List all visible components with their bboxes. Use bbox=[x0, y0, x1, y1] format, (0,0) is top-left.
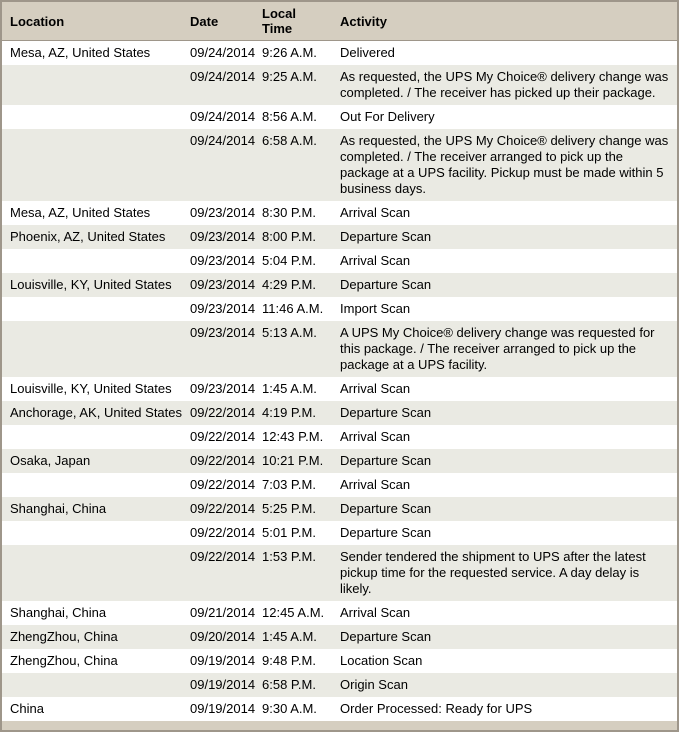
cell-location bbox=[2, 521, 190, 529]
table-row bbox=[2, 297, 677, 321]
cell-date: 09/23/2014 bbox=[190, 325, 256, 340]
table-row bbox=[2, 473, 677, 497]
cell-date: 09/22/2014 bbox=[190, 477, 256, 492]
cell-location bbox=[2, 249, 190, 257]
table-row bbox=[2, 201, 677, 225]
cell-date: 09/19/2014 bbox=[190, 677, 256, 692]
cell-location: Mesa, AZ, United States bbox=[10, 205, 151, 220]
cell-activity: Departure Scan bbox=[340, 405, 432, 420]
cell-location bbox=[2, 65, 190, 73]
cell-location bbox=[2, 545, 190, 553]
table-row bbox=[2, 401, 677, 425]
table-row bbox=[2, 41, 677, 65]
cell-location: China bbox=[10, 701, 44, 716]
cell-time: 8:56 A.M. bbox=[262, 109, 317, 124]
cell-activity: Departure Scan bbox=[340, 453, 432, 468]
cell-location: Mesa, AZ, United States bbox=[10, 45, 151, 60]
table-row bbox=[2, 625, 677, 649]
cell-time: 9:26 A.M. bbox=[262, 45, 317, 60]
cell-date: 09/19/2014 bbox=[190, 653, 256, 668]
cell-activity: As requested, the UPS My Choice® delivery change was completed. / The receiver arranged to pick up the package at a UPS facility. Pickup must be made within 5 business days. bbox=[340, 133, 669, 196]
table-row bbox=[2, 129, 677, 201]
cell-activity: Departure Scan bbox=[340, 629, 432, 644]
cell-activity: Departure Scan bbox=[340, 277, 432, 292]
cell-activity: Arrival Scan bbox=[340, 253, 411, 268]
cell-time: 12:45 A.M. bbox=[262, 605, 325, 620]
cell-date: 09/22/2014 bbox=[190, 501, 256, 516]
table-row bbox=[2, 649, 677, 673]
table-row bbox=[2, 425, 677, 449]
cell-date: 09/24/2014 bbox=[190, 109, 256, 124]
cell-time: 11:46 A.M. bbox=[262, 301, 324, 316]
cell-location: Phoenix, AZ, United States bbox=[10, 229, 166, 244]
cell-time: 8:30 P.M. bbox=[262, 205, 316, 220]
cell-location: Louisville, KY, United States bbox=[10, 277, 172, 292]
cell-time: 5:25 P.M. bbox=[262, 501, 316, 516]
column-header-date: Date bbox=[190, 13, 219, 29]
table-row bbox=[2, 449, 677, 473]
table-row bbox=[2, 697, 677, 721]
table-row bbox=[2, 249, 677, 273]
table-header-row bbox=[2, 2, 677, 41]
cell-activity: Location Scan bbox=[340, 653, 423, 668]
column-header-local-time: Local Time bbox=[262, 6, 296, 36]
cell-location: ZhengZhou, China bbox=[10, 653, 118, 668]
cell-time: 12:43 P.M. bbox=[262, 429, 324, 444]
cell-time: 8:00 P.M. bbox=[262, 229, 316, 244]
table-row bbox=[2, 601, 677, 625]
cell-date: 09/23/2014 bbox=[190, 381, 256, 396]
cell-date: 09/24/2014 bbox=[190, 69, 256, 84]
cell-date: 09/23/2014 bbox=[190, 301, 256, 316]
table-row bbox=[2, 545, 677, 601]
cell-location: Shanghai, China bbox=[10, 605, 107, 620]
cell-time: 9:25 A.M. bbox=[262, 69, 317, 84]
cell-date: 09/22/2014 bbox=[190, 549, 256, 564]
cell-time: 9:30 A.M. bbox=[262, 701, 317, 716]
cell-activity: Arrival Scan bbox=[340, 205, 411, 220]
cell-date: 09/23/2014 bbox=[190, 229, 256, 244]
table-row bbox=[2, 105, 677, 129]
table-row bbox=[2, 497, 677, 521]
cell-activity: Departure Scan bbox=[340, 525, 432, 540]
cell-date: 09/23/2014 bbox=[190, 205, 256, 220]
cell-location bbox=[2, 473, 190, 481]
cell-time: 5:13 A.M. bbox=[262, 325, 317, 340]
cell-time: 9:48 P.M. bbox=[262, 653, 316, 668]
cell-date: 09/22/2014 bbox=[190, 525, 256, 540]
cell-location bbox=[2, 321, 190, 329]
cell-activity: Departure Scan bbox=[340, 229, 432, 244]
column-header-activity: Activity bbox=[340, 13, 387, 29]
table-row bbox=[2, 521, 677, 545]
table-row bbox=[2, 377, 677, 401]
cell-time: 1:45 A.M. bbox=[262, 629, 317, 644]
cell-activity: Origin Scan bbox=[340, 677, 408, 692]
cell-date: 09/22/2014 bbox=[190, 429, 256, 444]
cell-time: 1:45 A.M. bbox=[262, 381, 317, 396]
cell-time: 4:19 P.M. bbox=[262, 405, 316, 420]
cell-date: 09/22/2014 bbox=[190, 453, 256, 468]
cell-time: 7:03 P.M. bbox=[262, 477, 316, 492]
cell-activity: Arrival Scan bbox=[340, 429, 411, 444]
cell-activity: Order Processed: Ready for UPS bbox=[340, 701, 533, 716]
column-header-location: Location bbox=[10, 13, 65, 29]
cell-time: 1:53 P.M. bbox=[262, 549, 316, 564]
table-row bbox=[2, 273, 677, 297]
cell-time: 6:58 P.M. bbox=[262, 677, 316, 692]
cell-activity: Import Scan bbox=[340, 301, 411, 316]
cell-activity: Delivered bbox=[340, 45, 395, 60]
cell-date: 09/23/2014 bbox=[190, 277, 256, 292]
cell-activity: Sender tendered the shipment to UPS after the latest pickup time for the requested service. A day delay is likely. bbox=[340, 549, 646, 596]
cell-date: 09/22/2014 bbox=[190, 405, 256, 420]
cell-location bbox=[2, 425, 190, 433]
cell-activity: Arrival Scan bbox=[340, 381, 411, 396]
cell-location bbox=[2, 673, 190, 681]
cell-date: 09/23/2014 bbox=[190, 253, 256, 268]
cell-location: Anchorage, AK, United States bbox=[10, 405, 182, 420]
cell-activity: Departure Scan bbox=[340, 501, 432, 516]
cell-location bbox=[2, 297, 190, 305]
cell-date: 09/21/2014 bbox=[190, 605, 256, 620]
cell-location: Shanghai, China bbox=[10, 501, 107, 516]
cell-time: 10:21 P.M. bbox=[262, 453, 324, 468]
cell-time: 6:58 A.M. bbox=[262, 133, 317, 148]
cell-location: ZhengZhou, China bbox=[10, 629, 118, 644]
cell-date: 09/19/2014 bbox=[190, 701, 256, 716]
cell-activity: Out For Delivery bbox=[340, 109, 435, 124]
table-row bbox=[2, 321, 677, 377]
cell-location: Louisville, KY, United States bbox=[10, 381, 172, 396]
cell-activity: As requested, the UPS My Choice® delivery change was completed. / The receiver has picked up their package. bbox=[340, 69, 669, 100]
cell-location bbox=[2, 129, 190, 137]
table-footer-strip bbox=[2, 721, 677, 730]
cell-activity: Arrival Scan bbox=[340, 477, 411, 492]
cell-date: 09/20/2014 bbox=[190, 629, 256, 644]
cell-location bbox=[2, 105, 190, 113]
cell-activity: Arrival Scan bbox=[340, 605, 411, 620]
table-row bbox=[2, 225, 677, 249]
cell-date: 09/24/2014 bbox=[190, 45, 256, 60]
cell-time: 5:04 P.M. bbox=[262, 253, 316, 268]
cell-activity: A UPS My Choice® delivery change was requested for this package. / The receiver arranged to pick up the package at a UPS facility. bbox=[340, 325, 655, 372]
cell-time: 4:29 P.M. bbox=[262, 277, 316, 292]
table-row bbox=[2, 65, 677, 105]
cell-date: 09/24/2014 bbox=[190, 133, 256, 148]
cell-time: 5:01 P.M. bbox=[262, 525, 316, 540]
cell-location: Osaka, Japan bbox=[10, 453, 91, 468]
table-body bbox=[2, 41, 677, 721]
table-row bbox=[2, 673, 677, 697]
